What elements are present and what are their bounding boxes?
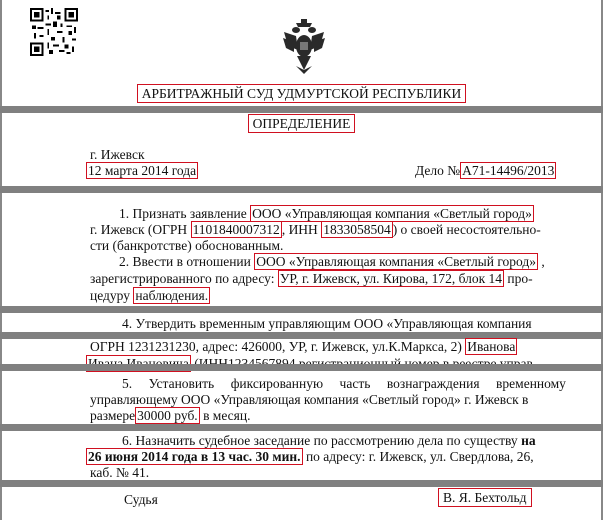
p1-text-b: г. Ижевск (ОГРН [90,222,188,237]
p2-text-d: про- [507,271,533,286]
p2-text-b: , [541,254,545,269]
p4-text-a: ОГРН 1231231230, адрес: 426000, УР, г. Ижевск, ул.К.Маркса, 2) [90,339,462,354]
court-name: АРБИТРАЖНЫЙ СУД УДМУРТСКОЙ РЕСПУБЛИКИ [137,84,466,103]
p2-company: ООО «Управляющая компания «Светлый город» [256,254,537,269]
p5-word: временному [496,376,566,391]
separator-1 [0,106,603,113]
procedure-name: наблюдения. [135,288,209,303]
p5-word: часть [339,376,371,391]
separator-7 [0,480,603,487]
p6-line3: каб. № 41. [90,465,150,480]
p4-line2 [90,339,517,355]
court-name-line [0,86,603,102]
judge-name: В. Я. Бехтольд [438,488,532,507]
p2-text-e: цедуру [90,288,130,303]
p5-line3 [90,408,250,424]
p2-line3 [90,288,210,304]
p2-text-a: 2. Ввести в отношении [119,254,251,269]
doc-type: ОПРЕДЕЛЕНИЕ [248,114,356,133]
p6-text-b: на [521,433,536,448]
debtor-company: ООО «Управляющая компания «Светлый город» [252,206,532,221]
p1-text-d: ) о своей несостоятельно- [392,222,541,237]
p5-line2: управляющему ООО «Управляющая компания «Светлый город» г. Ижевск в [90,392,529,407]
p6-line2 [86,449,534,465]
hearing-datetime: 26 июня 2014 года в 13 час. 30 мин. [88,449,301,464]
p1-line3: сти (банкротстве) обоснованным. [90,238,284,253]
p4-line1: 4. Утвердить временным управляющим ООО «Управляющая компания [122,316,532,331]
date-line [86,163,198,179]
date: 12 марта 2014 года [88,163,197,178]
separator-6 [0,424,603,431]
p1-text-c: , ИНН [281,222,318,237]
separator-2 [0,186,603,193]
inn-value: 1833058504 [323,222,391,237]
p6-text-c: по адресу: г. Ижевск, ул. Свердлова, 26, [305,449,534,464]
doc-type-line [0,116,603,132]
p1-text-a: 1. Признать заявление [119,206,247,221]
judge-label: Судья [124,492,158,507]
fee-amount: 30000 руб. [137,408,198,423]
city: г. Ижевск [90,147,145,162]
ogrn-value: 1101840007312 [192,222,280,237]
separator-3 [0,306,603,313]
coat-of-arms-icon [282,18,326,76]
separator-5 [0,364,603,371]
left-frame [0,0,2,520]
manager-surname: Иванова [467,339,516,354]
registered-address: УР, г. Ижевск, ул. Кирова, 172, блок 14 [279,271,503,286]
case-line [415,163,556,179]
p2-line2 [90,271,533,287]
p5-line1 [122,376,566,392]
case-label: Дело № [415,163,461,178]
p5-text-a: размере [90,408,136,423]
p5-word: Установить [148,376,215,391]
p5-word: фиксированную [230,376,324,391]
p2-line1 [119,254,545,270]
p1-line2 [90,222,541,238]
qr-code-icon [30,8,78,56]
p5-word: вознаграждения [386,376,480,391]
p6-text-a: 6. Назначить судебное заседание по рассмотрению дела по существу [122,433,518,448]
case-number: А71-14496/2013 [462,163,555,178]
p6-line1 [122,433,536,449]
p5-text-b: в месяц. [203,408,251,423]
p1-line1 [119,206,534,222]
p5-word: 5. [122,376,133,391]
p2-text-c: зарегистрированного по адресу: [90,271,275,286]
judge-line [438,490,532,506]
